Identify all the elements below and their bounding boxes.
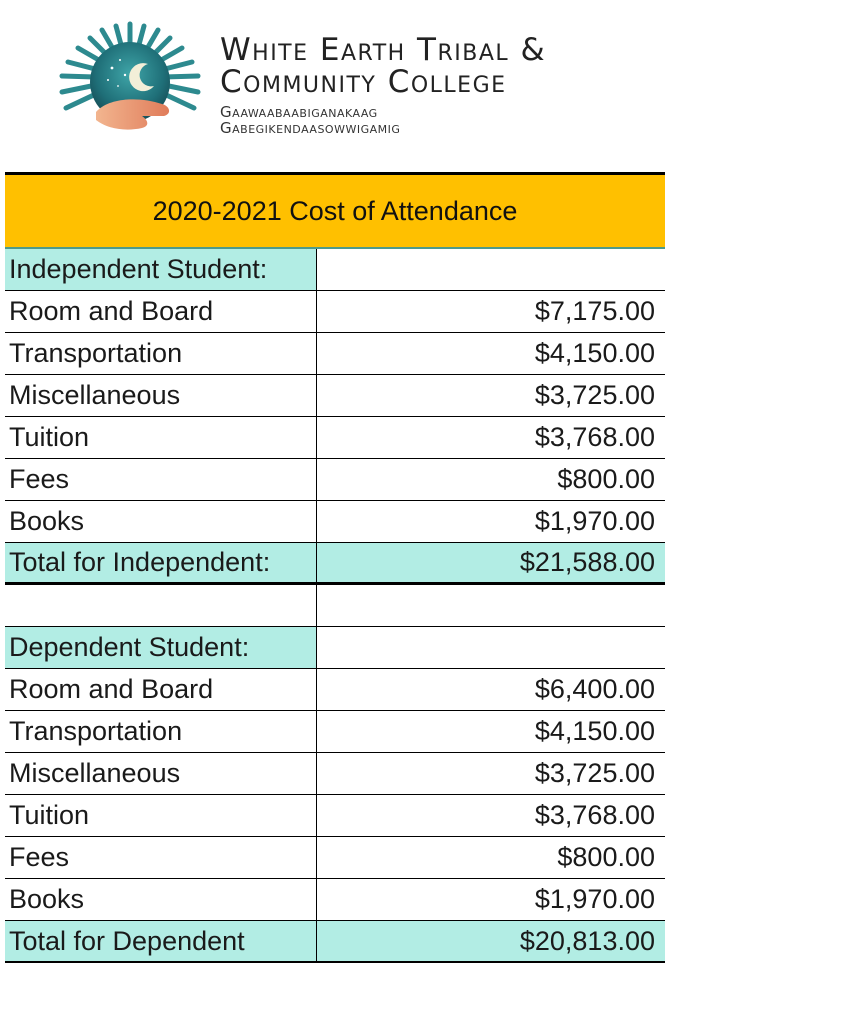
table-row <box>5 837 665 879</box>
dependent-heading-value <box>317 627 665 668</box>
ojibwe-name-line2: Gabegikendaasowwigamig <box>220 119 401 137</box>
table-row <box>5 291 665 333</box>
row-value: $1,970.00 <box>534 506 655 536</box>
row-label: Fees <box>5 459 317 500</box>
dependent-heading: Dependent Student: <box>5 627 317 668</box>
independent-heading-value <box>317 249 665 290</box>
row-value: $3,725.00 <box>534 380 655 410</box>
row-value: $800.00 <box>557 842 655 872</box>
row-label: Tuition <box>5 795 317 836</box>
dependent-heading-row <box>5 627 665 669</box>
row-label: Transportation <box>5 333 317 374</box>
row-value: $800.00 <box>557 464 655 494</box>
ojibwe-name-line1: Gaawaabaabiganakaag <box>220 103 378 121</box>
row-label: Miscellaneous <box>5 753 317 794</box>
table-row <box>5 753 665 795</box>
table-row <box>5 711 665 753</box>
spacer-value <box>317 585 665 626</box>
spacer-row <box>5 585 665 627</box>
table-title: 2020-2021 Cost of Attendance <box>5 175 665 249</box>
table-row <box>5 879 665 921</box>
table-row <box>5 459 665 501</box>
college-name-line1: White Earth Tribal & <box>220 32 547 68</box>
row-label: Fees <box>5 837 317 878</box>
independent-total-label: Total for Independent: <box>5 543 317 582</box>
row-label: Tuition <box>5 417 317 458</box>
college-name-line2: Community College <box>220 64 507 100</box>
independent-total-row <box>5 543 665 585</box>
independent-heading-row <box>5 249 665 291</box>
row-label: Room and Board <box>5 669 317 710</box>
row-value: $4,150.00 <box>534 716 655 746</box>
row-label: Books <box>5 879 317 920</box>
table-row <box>5 333 665 375</box>
white-earth-sunburst-logo-icon <box>50 20 210 150</box>
cost-of-attendance-table <box>5 172 665 963</box>
dependent-total-row <box>5 921 665 963</box>
table-row <box>5 669 665 711</box>
row-label: Miscellaneous <box>5 375 317 416</box>
table-row <box>5 501 665 543</box>
table-row <box>5 417 665 459</box>
row-value: $7,175.00 <box>534 296 655 326</box>
table-row <box>5 375 665 417</box>
row-value: $6,400.00 <box>534 674 655 704</box>
row-value: $3,725.00 <box>534 758 655 788</box>
row-value: $4,150.00 <box>534 338 655 368</box>
college-header <box>50 20 670 150</box>
college-name-block <box>220 34 670 136</box>
row-value: $3,768.00 <box>534 422 655 452</box>
row-label: Room and Board <box>5 291 317 332</box>
row-label: Books <box>5 501 317 542</box>
spacer-label <box>5 585 317 626</box>
independent-total-value: $21,588.00 <box>317 543 665 582</box>
row-value: $3,768.00 <box>534 800 655 830</box>
dependent-total-value: $20,813.00 <box>317 921 665 961</box>
table-row <box>5 795 665 837</box>
row-label: Transportation <box>5 711 317 752</box>
row-value: $1,970.00 <box>534 884 655 914</box>
dependent-total-label: Total for Dependent <box>5 921 317 961</box>
independent-heading: Independent Student: <box>5 249 317 290</box>
